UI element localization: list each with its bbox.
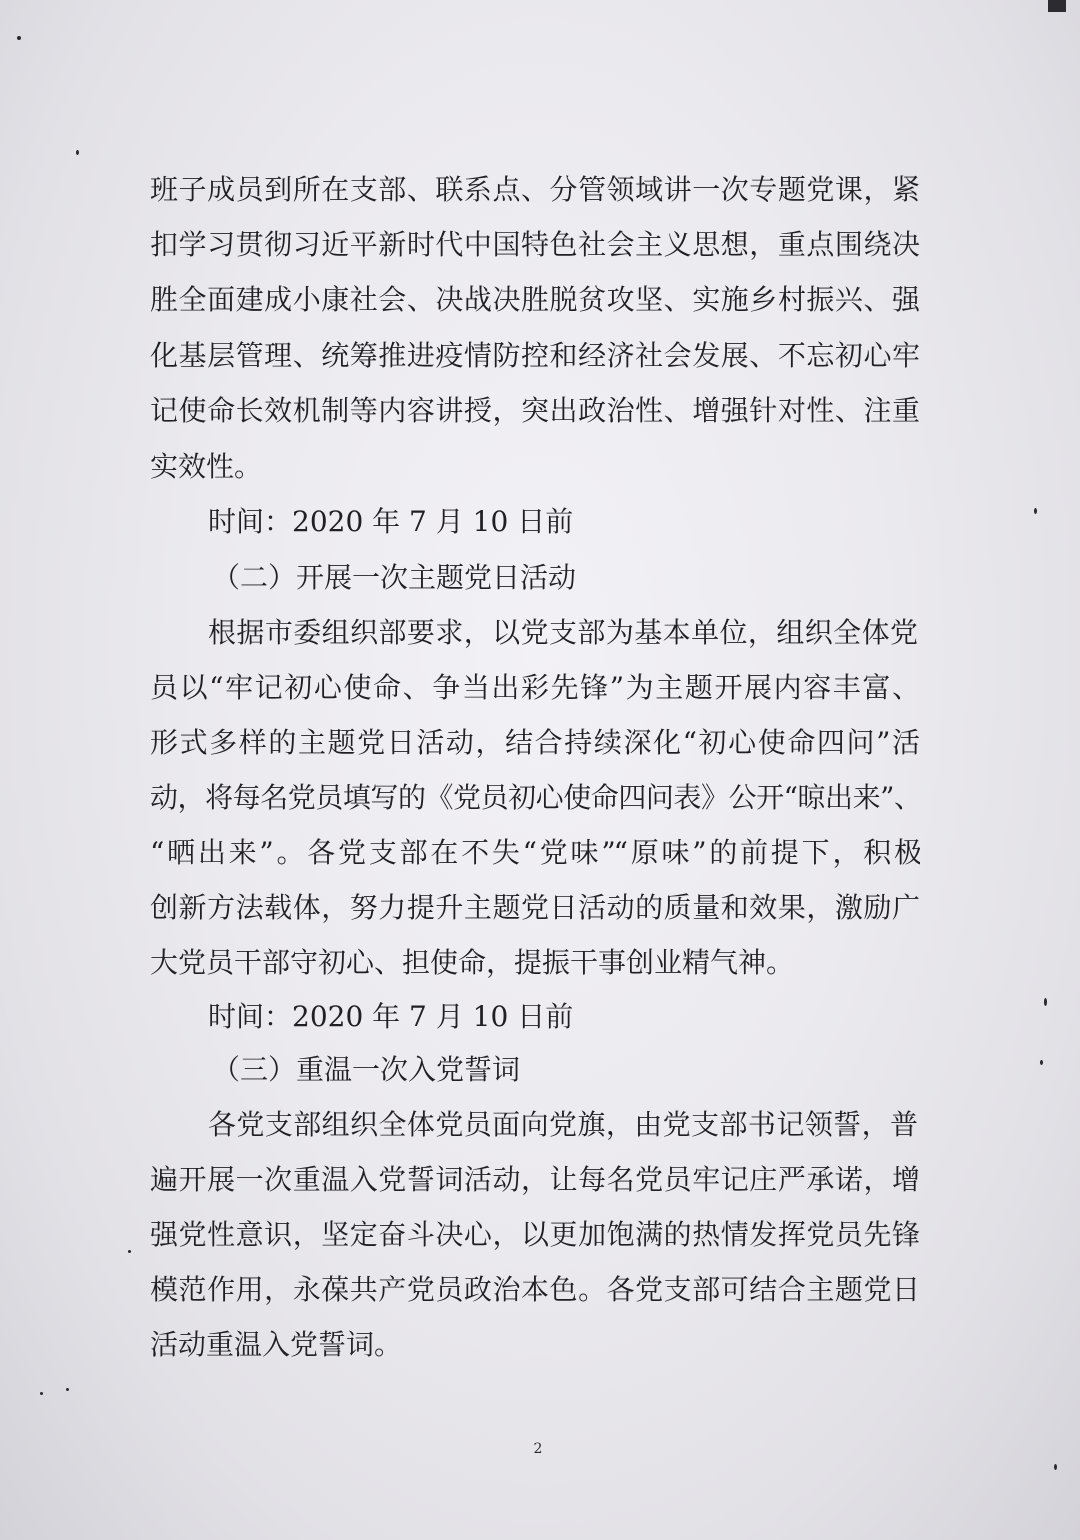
body-text-line: 创新方法载体，努力提升主题党日活动的质量和效果，激励广: [150, 891, 920, 924]
scan-speck: [1034, 508, 1037, 514]
body-text-line: 活动重温入党誓词。: [150, 1328, 403, 1361]
body-text-line: 化基层管理、统筹推进疫情防控和经济社会发展、不忘初心牢: [150, 339, 920, 372]
body-text-line: “晒出来”。各党支部在不失“党味”“原味”的前提下，积极: [150, 836, 920, 869]
body-text-line: 大党员干部守初心、担使命，提振干事创业精气神。: [150, 946, 795, 979]
body-text-line: 模范作用，永葆共产党员政治本色。各党支部可结合主题党日: [150, 1273, 920, 1306]
body-text-line: 实效性。: [150, 450, 263, 483]
scan-speck: [1054, 1464, 1057, 1470]
time-line: 时间：2020 年 7 月 10 日前: [208, 505, 574, 538]
scan-speck: [1040, 1060, 1043, 1065]
body-text-line: 员以“牢记初心使命、争当出彩先锋”为主题开展内容丰富、: [150, 671, 920, 704]
scan-speck: [76, 150, 79, 155]
scan-corner-mark: [1048, 0, 1066, 12]
scan-speck: [17, 36, 21, 40]
body-text-line: 形式多样的主题党日活动，结合持续深化“初心使命四问”活: [150, 726, 920, 759]
body-text-line: 扣学习贯彻习近平新时代中国特色社会主义思想，重点围绕决: [150, 228, 920, 261]
scan-speck: [128, 1250, 131, 1253]
body-text-line: 记使命长效机制等内容讲授，突出政治性、增强针对性、注重: [150, 394, 920, 427]
scan-speck: [1044, 998, 1047, 1006]
body-text-line: 各党支部组织全体党员面向党旗，由党支部书记领誓，普: [208, 1108, 918, 1141]
body-text-line: 班子成员到所在支部、联系点、分管领域讲一次专题党课，紧: [150, 173, 920, 206]
body-text-line: 胜全面建成小康社会、决战决胜脱贫攻坚、实施乡村振兴、强: [150, 283, 920, 316]
section-heading-3: （三）重温一次入党誓词: [212, 1053, 521, 1086]
body-text-line: 强党性意识，坚定奋斗决心，以更加饱满的热情发挥党员先锋: [150, 1218, 920, 1251]
body-text-line: 遍开展一次重温入党誓词活动，让每名党员牢记庄严承诺，增: [150, 1163, 920, 1196]
scan-speck: [40, 1392, 43, 1395]
body-text-line: 根据市委组织部要求，以党支部为基本单位，组织全体党: [208, 616, 918, 649]
body-text-line: 动，将每名党员填写的《党员初心使命四问表》公开“晾出来”、: [150, 781, 920, 814]
time-line: 时间：2020 年 7 月 10 日前: [208, 1000, 574, 1033]
page-number: 2: [533, 1441, 543, 1457]
section-heading-2: （二）开展一次主题党日活动: [212, 561, 577, 594]
scan-speck: [66, 1388, 69, 1391]
